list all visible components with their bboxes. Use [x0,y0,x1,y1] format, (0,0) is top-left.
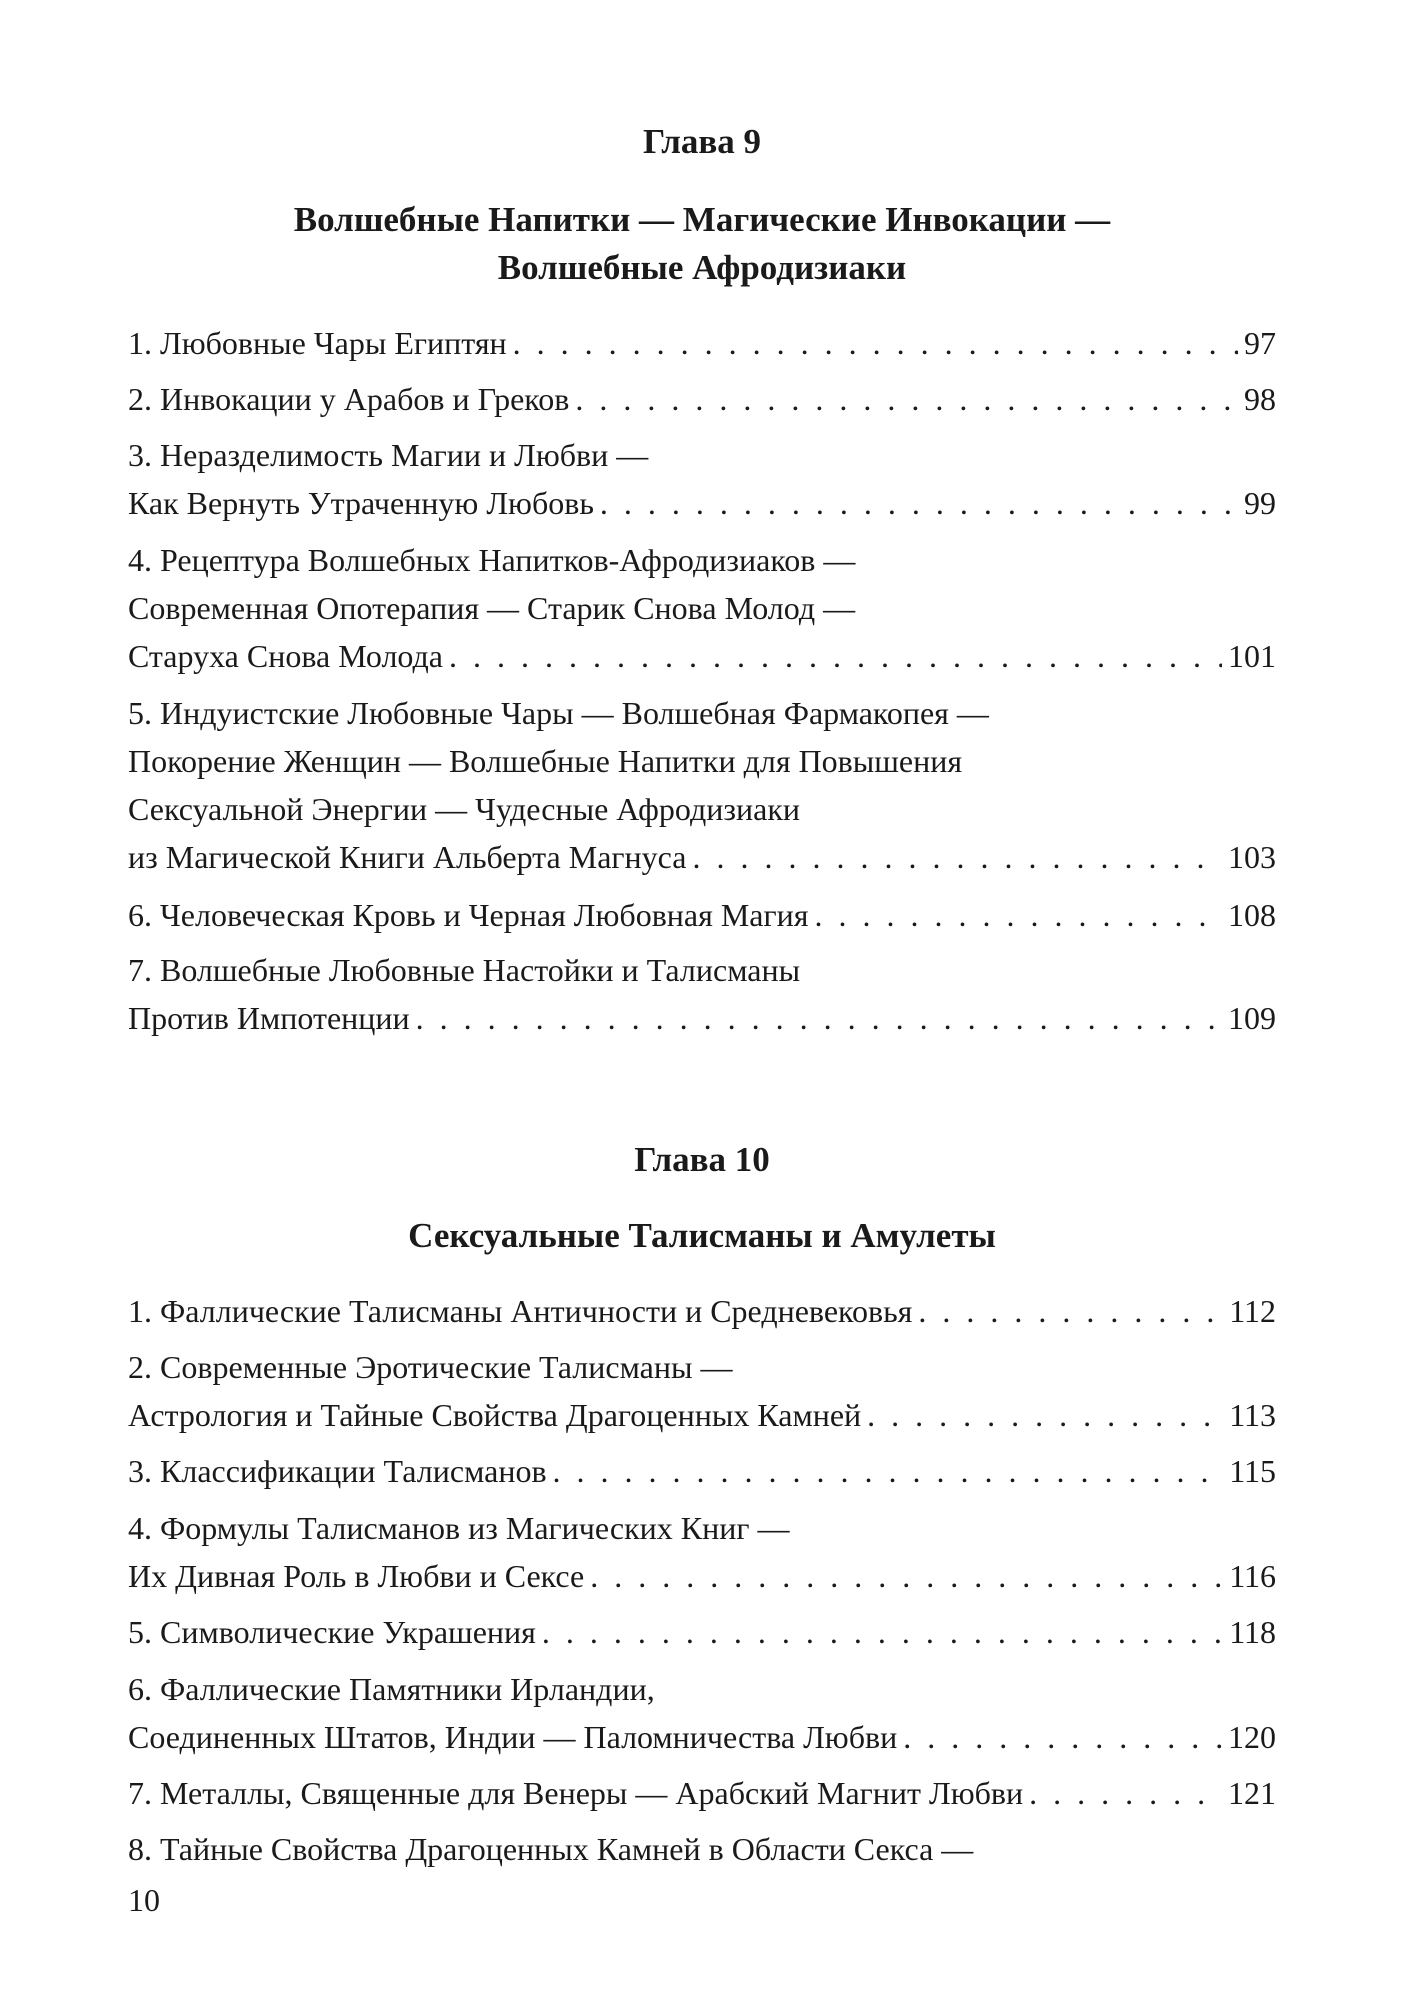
chapter-10-title [0,1212,1404,1260]
toc-entry[interactable] [128,536,1276,680]
dot-leader [918,1287,1223,1335]
chapter-10-title-line: Сексуальные Талисманы и Амулеты [408,1216,996,1255]
toc-entry-text: из Магической Книги Альберта Магнуса [128,839,687,875]
toc-entry-text: 7. Металлы, Священные для Венеры — Арабский Магнит Любви [128,1775,1024,1811]
toc-entry-text: 5. Символические Украшения [128,1614,536,1650]
toc-page-number: 97 [1244,325,1276,361]
dot-leader [814,891,1222,939]
toc-entry-text: 2. Инвокации у Арабов и Греков [128,381,570,417]
dot-leader [600,479,1238,527]
toc-page-number: 115 [1229,1453,1276,1489]
toc-entry[interactable] [128,1608,1276,1656]
toc-entry-text: 6. Человеческая Кровь и Черная Любовная Магия [128,897,809,933]
toc-entry-text: Их Дивная Роль в Любви и Сексе [128,1558,585,1594]
toc-page-number: 98 [1244,381,1276,417]
toc-entry-text: 3. Неразделимость Магии и Любви — [128,437,649,473]
toc-entry-text: 4. Формулы Талисманов из Магических Книг — [128,1510,790,1546]
toc-entry-text: 1. Любовные Чары Египтян [128,325,507,361]
toc-entry[interactable] [128,1825,1276,1873]
toc-page-number: 116 [1229,1558,1276,1594]
toc-entry[interactable] [128,1665,1276,1761]
dot-leader [903,1713,1222,1761]
toc-entry[interactable] [128,1504,1276,1600]
toc-entry-text: Астрология и Тайные Свойства Драгоценных Камней [128,1397,862,1433]
toc-entry[interactable] [128,1287,1276,1335]
toc-entry-text: 8. Тайные Свойства Драгоценных Камней в Области Секса — [128,1831,974,1867]
dot-leader [513,319,1238,367]
toc-entry-text: 5. Индуистские Любовные Чары — Волшебная Фармакопея — [128,695,989,731]
toc-entry-text: Как Вернуть Утраченную Любовь [128,485,594,521]
toc-page-number: 99 [1244,485,1276,521]
toc-page-number: 121 [1228,1775,1276,1811]
toc-page-number: 118 [1229,1614,1276,1650]
toc-entry[interactable] [128,1343,1276,1439]
toc-entry-text: Соединенных Штатов, Индии — Паломничества Любви [128,1719,898,1755]
toc-entry-text: 3. Классификации Талисманов [128,1453,547,1489]
chapter-9-title [0,196,1404,292]
dot-leader [867,1391,1223,1439]
toc-page-number: 109 [1228,1000,1276,1036]
toc-entry-text: Современная Опотерапия — Старик Снова Молод — [128,590,856,626]
toc-entry[interactable] [128,319,1276,367]
toc-page-number: 108 [1228,897,1276,933]
dot-leader [416,994,1222,1042]
dot-leader [542,1608,1223,1656]
page-number: 10 [128,1882,160,1918]
dot-leader [1029,1769,1222,1817]
toc-page-number: 103 [1228,839,1276,875]
dot-leader [553,1447,1224,1495]
toc-entry[interactable] [128,431,1276,527]
chapter-9-title-line: Волшебные Афродизиаки [497,248,907,287]
toc-entry[interactable] [128,1769,1276,1817]
dot-leader [692,833,1222,881]
dot-leader [449,632,1222,680]
toc-entry-text: 1. Фаллические Талисманы Античности и Средневековья [128,1293,913,1329]
toc-entry[interactable] [128,689,1276,881]
chapter-10-label: Глава 10 [634,1140,770,1179]
toc-entry-text: 6. Фаллические Памятники Ирландии, [128,1671,655,1707]
toc-entry[interactable] [128,1447,1276,1495]
toc-entry-text: Сексуальной Энергии — Чудесные Афродизиаки [128,791,801,827]
toc-page-number: 120 [1228,1719,1276,1755]
toc-page-number: 112 [1229,1293,1276,1329]
toc-entry[interactable] [128,375,1276,423]
toc-entry-text: 4. Рецептура Волшебных Напитков-Афродизиаков — [128,542,856,578]
chapter-9-title-line: Волшебные Напитки — Магические Инвокации — [293,200,1111,239]
toc-entry-text: 2. Современные Эротические Талисманы — [128,1349,733,1385]
toc-page-number: 101 [1228,638,1276,674]
toc-entry[interactable] [128,891,1276,939]
toc-page-number: 113 [1229,1397,1276,1433]
toc-entry-text: Против Импотенции [128,1000,410,1036]
toc-entry-text: 7. Волшебные Любовные Настойки и Талисманы [128,952,801,988]
dot-leader [590,1552,1223,1600]
toc-entry-text: Покорение Женщин — Волшебные Напитки для Повышения [128,743,963,779]
dot-leader [575,375,1238,423]
chapter-9-label: Глава 9 [642,122,762,161]
toc-entry-text: Старуха Снова Молода [128,638,443,674]
toc-entry[interactable] [128,946,1276,1042]
